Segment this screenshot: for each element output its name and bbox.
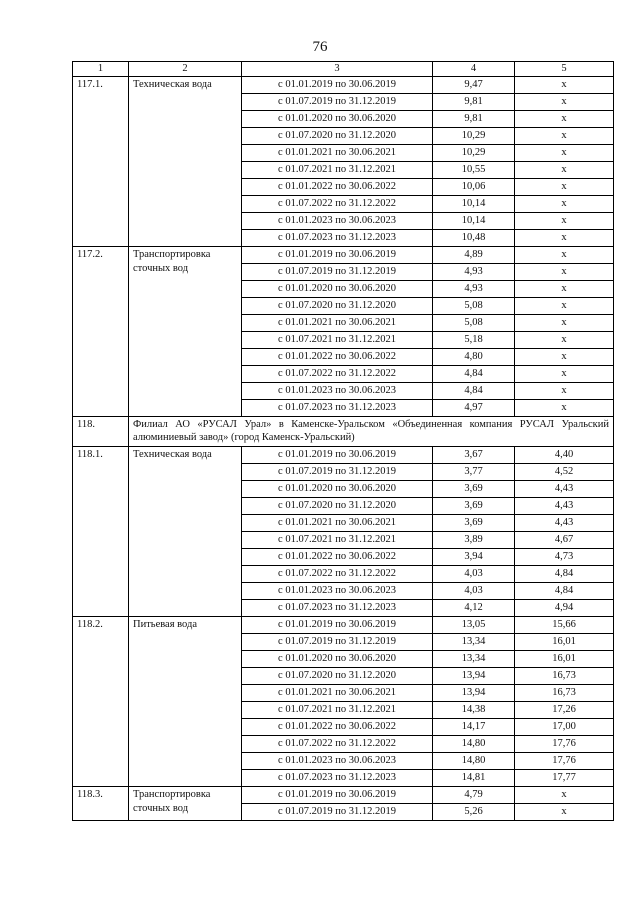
period-cell: с 01.07.2021 по 31.12.2021 [242,332,433,349]
tariff-value-cell: 4,93 [433,281,515,298]
tariff-value-cell: 4,89 [433,247,515,264]
period-cell: с 01.07.2019 по 31.12.2019 [242,634,433,651]
tariff-value-cell: 10,06 [433,179,515,196]
item-number: 117.1. [73,77,129,247]
period-cell: с 01.07.2020 по 31.12.2020 [242,498,433,515]
period-cell: с 01.07.2023 по 31.12.2023 [242,600,433,617]
organization-number: 118. [73,417,129,447]
tariff-vat-cell: 4,40 [515,447,614,464]
period-cell: с 01.01.2020 по 30.06.2020 [242,651,433,668]
tariff-value-cell: 4,84 [433,383,515,400]
tariff-vat-cell: 4,84 [515,583,614,600]
period-cell: с 01.01.2019 по 30.06.2019 [242,787,433,804]
period-cell: с 01.01.2019 по 30.06.2019 [242,247,433,264]
period-cell: с 01.01.2021 по 30.06.2021 [242,685,433,702]
tariff-vat-cell: х [515,247,614,264]
service-name: Техническая вода [129,77,242,247]
tariff-value-cell: 4,03 [433,566,515,583]
tariff-vat-cell: х [515,196,614,213]
page-number: 76 [312,39,328,55]
tariff-value-cell: 9,47 [433,77,515,94]
period-cell: с 01.01.2019 по 30.06.2019 [242,447,433,464]
period-cell: с 01.01.2021 по 30.06.2021 [242,145,433,162]
tariff-value-cell: 10,14 [433,213,515,230]
table-row [73,77,614,94]
tariff-vat-cell: 17,76 [515,753,614,770]
tariff-vat-cell: х [515,77,614,94]
tariff-vat-cell: 16,73 [515,668,614,685]
table-header-row [73,62,614,77]
tariff-value-cell: 14,38 [433,702,515,719]
tariff-vat-cell: х [515,230,614,247]
organization-row [73,417,614,447]
period-cell: с 01.07.2019 по 31.12.2019 [242,264,433,281]
period-cell: с 01.07.2019 по 31.12.2019 [242,804,433,821]
tariff-value-cell: 3,89 [433,532,515,549]
tariff-vat-cell: 16,01 [515,634,614,651]
period-cell: с 01.01.2020 по 30.06.2020 [242,281,433,298]
period-cell: с 01.01.2023 по 30.06.2023 [242,583,433,600]
period-cell: с 01.07.2023 по 31.12.2023 [242,230,433,247]
column-header-3: 3 [242,62,433,77]
tariff-value-cell: 14,80 [433,736,515,753]
tariff-vat-cell: 16,73 [515,685,614,702]
period-cell: с 01.01.2022 по 30.06.2022 [242,179,433,196]
tariff-value-cell: 3,69 [433,481,515,498]
column-header-1: 1 [73,62,129,77]
tariff-vat-cell: 4,43 [515,481,614,498]
tariff-vat-cell: х [515,128,614,145]
service-name: Питьевая вода [129,617,242,787]
period-cell: с 01.01.2022 по 30.06.2022 [242,719,433,736]
tariff-vat-cell: 4,67 [515,532,614,549]
period-cell: с 01.01.2019 по 30.06.2019 [242,77,433,94]
tariff-value-cell: 4,93 [433,264,515,281]
tariff-value-cell: 10,29 [433,145,515,162]
tariff-value-cell: 5,08 [433,298,515,315]
tariff-vat-cell: х [515,332,614,349]
period-cell: с 01.01.2021 по 30.06.2021 [242,515,433,532]
tariff-vat-cell: 15,66 [515,617,614,634]
tariff-vat-cell: 4,94 [515,600,614,617]
tariff-value-cell: 13,94 [433,668,515,685]
period-cell: с 01.01.2023 по 30.06.2023 [242,213,433,230]
tariff-vat-cell: 17,00 [515,719,614,736]
period-cell: с 01.07.2021 по 31.12.2021 [242,532,433,549]
column-header-5: 5 [515,62,614,77]
tariff-value-cell: 3,67 [433,447,515,464]
period-cell: с 01.01.2023 по 30.06.2023 [242,753,433,770]
tariff-vat-cell: х [515,349,614,366]
tariff-value-cell: 14,81 [433,770,515,787]
tariff-vat-cell: х [515,804,614,821]
tariff-value-cell: 3,69 [433,498,515,515]
tariff-value-cell: 9,81 [433,94,515,111]
table-row [73,447,614,464]
tariff-vat-cell: х [515,111,614,128]
tariff-vat-cell: х [515,162,614,179]
period-cell: с 01.01.2022 по 30.06.2022 [242,349,433,366]
column-header-2: 2 [129,62,242,77]
period-cell: с 01.07.2023 по 31.12.2023 [242,400,433,417]
tariff-vat-cell: 16,01 [515,651,614,668]
tariff-value-cell: 14,80 [433,753,515,770]
tariff-vat-cell: 4,43 [515,498,614,515]
item-number: 118.2. [73,617,129,787]
period-cell: с 01.01.2020 по 30.06.2020 [242,111,433,128]
tariff-table [72,61,614,821]
tariff-vat-cell: 4,52 [515,464,614,481]
tariff-value-cell: 4,79 [433,787,515,804]
period-cell: с 01.07.2023 по 31.12.2023 [242,770,433,787]
tariff-value-cell: 5,08 [433,315,515,332]
tariff-value-cell: 13,34 [433,634,515,651]
period-cell: с 01.07.2022 по 31.12.2022 [242,196,433,213]
tariff-value-cell: 10,29 [433,128,515,145]
tariff-vat-cell: х [515,400,614,417]
tariff-value-cell: 5,26 [433,804,515,821]
tariff-vat-cell: 17,76 [515,736,614,753]
tariff-vat-cell: х [515,298,614,315]
tariff-value-cell: 13,05 [433,617,515,634]
tariff-value-cell: 9,81 [433,111,515,128]
tariff-value-cell: 10,55 [433,162,515,179]
table-row [73,247,614,264]
tariff-vat-cell: 4,73 [515,549,614,566]
item-number: 118.3. [73,787,129,821]
tariff-vat-cell: 4,43 [515,515,614,532]
tariff-value-cell: 4,97 [433,400,515,417]
tariff-value-cell: 4,03 [433,583,515,600]
period-cell: с 01.01.2022 по 30.06.2022 [242,549,433,566]
tariff-vat-cell: х [515,264,614,281]
tariff-value-cell: 14,17 [433,719,515,736]
period-cell: с 01.07.2019 по 31.12.2019 [242,94,433,111]
period-cell: с 01.07.2021 по 31.12.2021 [242,702,433,719]
tariff-vat-cell: х [515,787,614,804]
tariff-value-cell: 3,69 [433,515,515,532]
tariff-vat-cell: 17,26 [515,702,614,719]
tariff-value-cell: 5,18 [433,332,515,349]
period-cell: с 01.07.2020 по 31.12.2020 [242,668,433,685]
service-name: Транспортировка сточных вод [129,787,242,821]
tariff-vat-cell: х [515,213,614,230]
table-row [73,787,614,804]
service-name: Техническая вода [129,447,242,617]
period-cell: с 01.01.2023 по 30.06.2023 [242,383,433,400]
period-cell: с 01.07.2021 по 31.12.2021 [242,162,433,179]
item-number: 118.1. [73,447,129,617]
period-cell: с 01.01.2021 по 30.06.2021 [242,315,433,332]
tariff-vat-cell: х [515,383,614,400]
tariff-vat-cell: 17,77 [515,770,614,787]
column-header-4: 4 [433,62,515,77]
tariff-value-cell: 4,12 [433,600,515,617]
tariff-vat-cell: х [515,179,614,196]
tariff-value-cell: 3,77 [433,464,515,481]
period-cell: с 01.07.2019 по 31.12.2019 [242,464,433,481]
organization-name: Филиал АО «РУСАЛ Урал» в Каменске-Уральском «Объединенная компания РУСАЛ Уральский алюминиевый завод» (город Каменск-Уральский) [129,417,614,447]
item-number: 117.2. [73,247,129,417]
period-cell: с 01.07.2022 по 31.12.2022 [242,566,433,583]
tariff-value-cell: 4,84 [433,366,515,383]
service-name: Транспортировка сточных вод [129,247,242,417]
tariff-value-cell: 4,80 [433,349,515,366]
tariff-vat-cell: х [515,366,614,383]
tariff-value-cell: 13,34 [433,651,515,668]
tariff-vat-cell: х [515,145,614,162]
table-row [73,617,614,634]
tariff-vat-cell: х [515,315,614,332]
tariff-vat-cell: 4,84 [515,566,614,583]
period-cell: с 01.07.2022 по 31.12.2022 [242,736,433,753]
tariff-table-body [73,62,614,821]
tariff-value-cell: 10,14 [433,196,515,213]
tariff-vat-cell: х [515,94,614,111]
tariff-value-cell: 10,48 [433,230,515,247]
period-cell: с 01.07.2022 по 31.12.2022 [242,366,433,383]
period-cell: с 01.07.2020 по 31.12.2020 [242,128,433,145]
tariff-value-cell: 13,94 [433,685,515,702]
tariff-vat-cell: х [515,281,614,298]
tariff-value-cell: 3,94 [433,549,515,566]
period-cell: с 01.07.2020 по 31.12.2020 [242,298,433,315]
period-cell: с 01.01.2020 по 30.06.2020 [242,481,433,498]
period-cell: с 01.01.2019 по 30.06.2019 [242,617,433,634]
